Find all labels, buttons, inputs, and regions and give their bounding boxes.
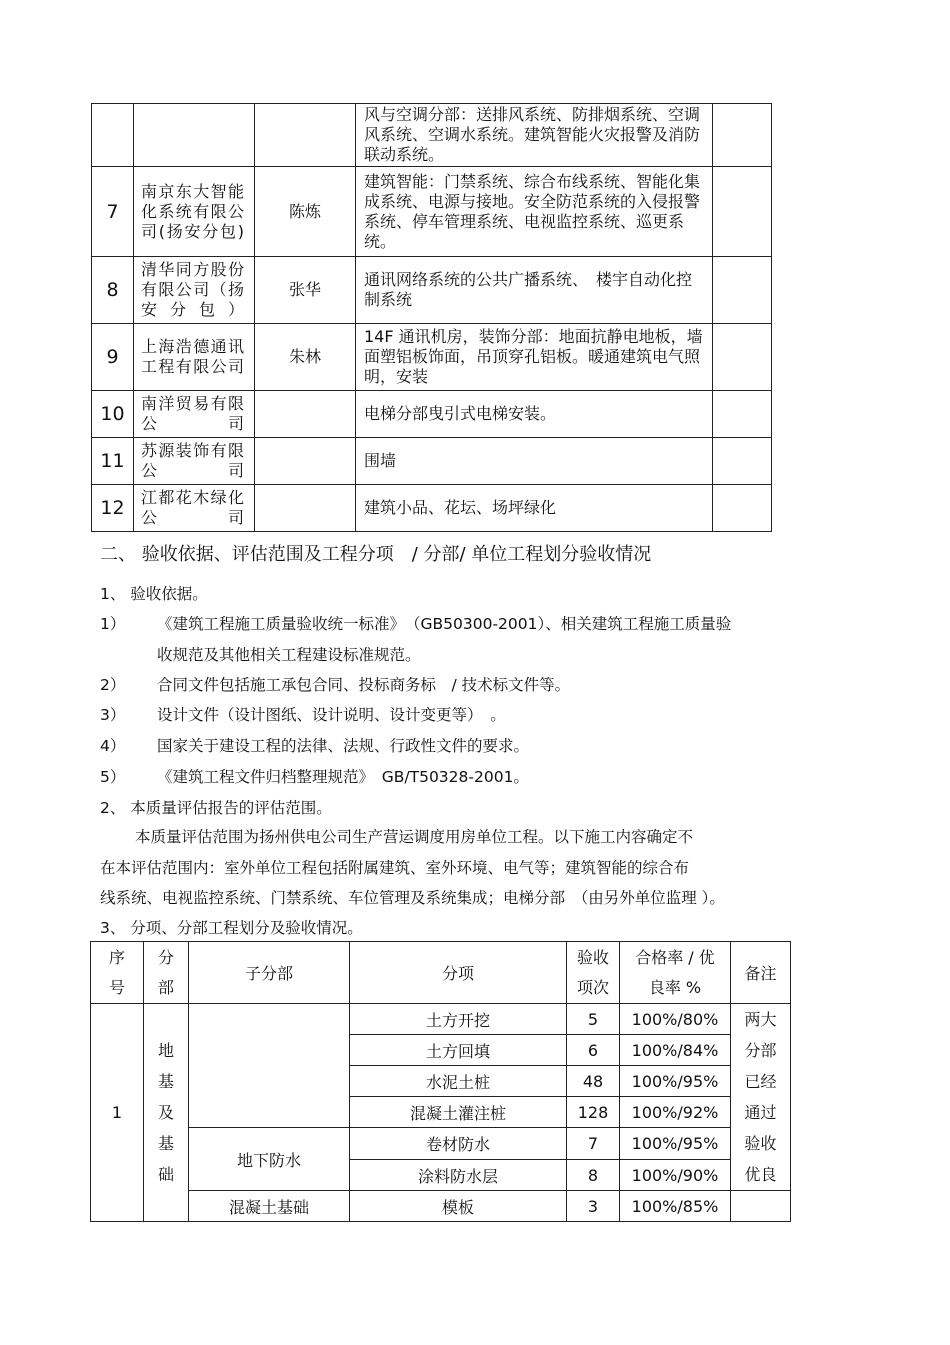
basis-item-number: 4） bbox=[100, 737, 126, 755]
remark-cell bbox=[713, 167, 772, 257]
table-row bbox=[92, 391, 772, 438]
contact-person: 朱林 bbox=[255, 324, 356, 391]
remark-cell: 两大 分部 已经 通过 验收 优良 bbox=[731, 1004, 791, 1191]
company-name: 清华同方股份有限公司（扬安分包） bbox=[134, 257, 255, 324]
rate-cell: 100%/90% bbox=[620, 1160, 731, 1191]
contact-person: 张华 bbox=[255, 257, 356, 324]
table-row bbox=[92, 324, 772, 391]
header-item: 分项 bbox=[350, 942, 567, 1004]
rate-cell: 100%/85% bbox=[620, 1191, 731, 1222]
scope-paragraph-line: 在本评估范围内：室外单位工程包括附属建筑、室外环境、电气等；建筑智能的综合布 bbox=[100, 859, 690, 877]
scope-paragraph-line: 线系统、电视监控系统、门禁系统、车位管理及系统集成；电梯分部 （由另外单位监理 ）。 bbox=[100, 889, 725, 907]
division-title: 3、 分项、分部工程划分及验收情况。 bbox=[100, 919, 363, 937]
work-scope: 风与空调分部：送排风系统、防排烟系统、空调风系统、空调水系统。建筑智能火灾报警及消防联动系统。 bbox=[356, 104, 713, 167]
row-number: 10 bbox=[92, 391, 134, 438]
company-name: 江都花木绿化公司 bbox=[134, 485, 255, 532]
header-remark: 备注 bbox=[731, 942, 791, 1004]
division-cell: 地 基 及 基 础 bbox=[144, 1004, 189, 1222]
rate-cell: 100%/84% bbox=[620, 1035, 731, 1066]
remark-cell bbox=[713, 324, 772, 391]
sub-division-cell: 地下防水 bbox=[189, 1128, 350, 1191]
basis-item-text: 《建筑工程施工质量验收统一标准》 （GB50300-2001）、相关建筑工程施工质量验 bbox=[157, 615, 732, 633]
sub-division-cell: 混凝土基础 bbox=[189, 1191, 350, 1222]
scope-title: 2、 本质量评估报告的评估范围。 bbox=[100, 799, 332, 817]
table-row bbox=[92, 257, 772, 324]
contact-person: 陈炼 bbox=[255, 167, 356, 257]
remark-cell bbox=[713, 438, 772, 485]
basis-item-number: 5） bbox=[100, 768, 126, 786]
basis-item-number: 2） bbox=[100, 676, 126, 694]
rate-cell: 100%/80% bbox=[620, 1004, 731, 1035]
sub-division-cell bbox=[189, 1004, 350, 1128]
header-sub-division: 子分部 bbox=[189, 942, 350, 1004]
basis-item-text: 设计文件（设计图纸、设计说明、设计变更等） 。 bbox=[157, 706, 506, 724]
count-cell: 48 bbox=[567, 1066, 620, 1097]
table-header-row bbox=[91, 942, 791, 1004]
row-number: 7 bbox=[92, 167, 134, 257]
remark-cell bbox=[713, 257, 772, 324]
work-scope: 电梯分部曳引式电梯安装。 bbox=[356, 391, 713, 438]
header-division: 分 部 bbox=[144, 942, 189, 1004]
item-cell: 涂料防水层 bbox=[350, 1160, 567, 1191]
contractor-table bbox=[91, 103, 772, 532]
remark-cell bbox=[713, 485, 772, 532]
basis-title: 1、 验收依据。 bbox=[100, 585, 208, 603]
item-cell: 混凝土灌注桩 bbox=[350, 1097, 567, 1128]
work-scope: 14F 通讯机房，装饰分部：地面抗静电地板，墙面塑铝板饰面，吊顶穿孔铝板。暖通建筑电气照明，安装 bbox=[356, 324, 713, 391]
item-cell: 卷材防水 bbox=[350, 1128, 567, 1160]
basis-item-text: 《建筑工程文件归档整理规范》 GB/T50328-2001。 bbox=[157, 768, 529, 786]
header-rate: 合格率 / 优 良率 % bbox=[620, 942, 731, 1004]
basis-item-text-cont: 收规范及其他相关工程建设标准规范。 bbox=[157, 646, 421, 664]
work-scope: 建筑智能：门禁系统、综合布线系统、智能化集成系统、电源与接地。安全防范系统的入侵报警系统、停车管理系统、电视监控系统、巡更系统。 bbox=[356, 167, 713, 257]
row-number bbox=[92, 104, 134, 167]
row-number: 12 bbox=[92, 485, 134, 532]
contact-person bbox=[255, 438, 356, 485]
table-row bbox=[92, 485, 772, 532]
section-heading: 二、 验收依据、评估范围及工程分项 / 分部/ 单位工程划分验收情况 bbox=[100, 544, 652, 565]
table-row bbox=[91, 1128, 791, 1160]
work-scope: 建筑小品、花坛、场坪绿化 bbox=[356, 485, 713, 532]
count-cell: 8 bbox=[567, 1160, 620, 1191]
remark-cell bbox=[713, 104, 772, 167]
count-cell: 7 bbox=[567, 1128, 620, 1160]
item-cell: 模板 bbox=[350, 1191, 567, 1222]
company-name: 上海浩德通讯工程有限公司 bbox=[134, 324, 255, 391]
table-row bbox=[92, 167, 772, 257]
count-cell: 6 bbox=[567, 1035, 620, 1066]
item-cell: 土方开挖 bbox=[350, 1004, 567, 1035]
contact-person bbox=[255, 391, 356, 438]
rate-cell: 100%/95% bbox=[620, 1066, 731, 1097]
item-cell: 土方回填 bbox=[350, 1035, 567, 1066]
rate-cell: 100%/92% bbox=[620, 1097, 731, 1128]
basis-item-number: 3） bbox=[100, 706, 126, 724]
row-number: 8 bbox=[92, 257, 134, 324]
item-cell: 水泥土桩 bbox=[350, 1066, 567, 1097]
company-name: 南洋贸易有限公司 bbox=[134, 391, 255, 438]
table-row bbox=[92, 438, 772, 485]
count-cell: 3 bbox=[567, 1191, 620, 1222]
count-cell: 5 bbox=[567, 1004, 620, 1035]
basis-item-text: 国家关于建设工程的法律、法规、行政性文件的要求。 bbox=[157, 737, 530, 755]
work-scope: 通讯网络系统的公共广播系统、 楼宇自动化控制系统 bbox=[356, 257, 713, 324]
basis-item-text: 合同文件包括施工承包合同、投标商务标 / 技术标文件等。 bbox=[157, 676, 571, 694]
basis-item-number: 1） bbox=[100, 615, 126, 633]
contact-person bbox=[255, 104, 356, 167]
company-name: 苏源装饰有限公司 bbox=[134, 438, 255, 485]
remark-cell bbox=[713, 391, 772, 438]
header-count: 验收 项次 bbox=[567, 942, 620, 1004]
seq-cell: 1 bbox=[91, 1004, 144, 1222]
scope-paragraph-line: 本质量评估范围为扬州供电公司生产营运调度用房单位工程。以下施工内容确定不 bbox=[135, 828, 694, 846]
table-row bbox=[91, 1191, 791, 1222]
work-scope: 围墙 bbox=[356, 438, 713, 485]
table-row bbox=[92, 104, 772, 167]
remark-cell-empty bbox=[731, 1191, 791, 1222]
company-name: 南京东大智能化系统有限公司(扬安分包) bbox=[134, 167, 255, 257]
company-name bbox=[134, 104, 255, 167]
table-row bbox=[91, 1004, 791, 1035]
row-number: 11 bbox=[92, 438, 134, 485]
row-number: 9 bbox=[92, 324, 134, 391]
acceptance-table bbox=[90, 941, 791, 1222]
contact-person bbox=[255, 485, 356, 532]
count-cell: 128 bbox=[567, 1097, 620, 1128]
header-seq: 序 号 bbox=[91, 942, 144, 1004]
rate-cell: 100%/95% bbox=[620, 1128, 731, 1160]
